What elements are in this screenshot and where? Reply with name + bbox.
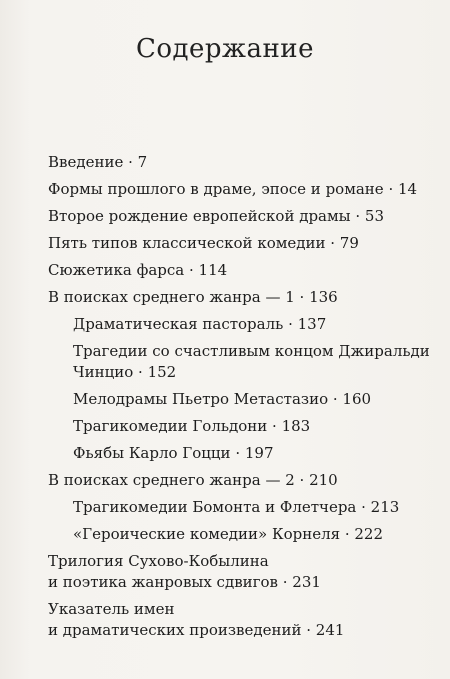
toc-entry-five-types: Пять типов классической комедии · 79 <box>48 234 359 252</box>
toc-entry-index: Указатель имен <box>48 600 175 618</box>
toc-entry-goldoni: Трагикомедии Гольдони · 183 <box>73 417 311 435</box>
toc-entry-corneille: «Героические комедии» Корнеля · 222 <box>73 525 383 543</box>
toc-entry-forms-of-past: Формы прошлого в драме, эпосе и романе · 14 <box>48 180 418 198</box>
toc-entry-index-cont: и драматических произведений · 241 <box>48 621 345 639</box>
toc-entry-second-birth: Второе рождение европейской драмы · 53 <box>48 207 384 225</box>
toc-entry-sukhovo-kobylin: Трилогия Сухово-Кобылина <box>48 552 269 570</box>
toc-entry-pastoral: Драматическая пастораль · 137 <box>73 315 327 333</box>
toc-entry-giraldi-tragedies: Трагедии со счастливым концом Джиральди <box>73 342 430 360</box>
toc-entry-middle-genre-1: В поисках среднего жанра — 1 · 136 <box>48 288 338 306</box>
toc-entry-introduction: Введение · 7 <box>48 153 148 171</box>
toc-entry-giraldi-tragedies-cont: Чинцио · 152 <box>73 363 177 381</box>
page-title: Содержание <box>135 34 315 64</box>
toc-entry-metastasio: Мелодрамы Пьетро Метастазио · 160 <box>73 390 372 408</box>
toc-entry-beaumont-fletcher: Трагикомедии Бомонта и Флетчера · 213 <box>73 498 400 516</box>
toc-entry-sukhovo-kobylin-cont: и поэтика жанровых сдвигов · 231 <box>48 573 321 591</box>
toc-entry-farce: Сюжетика фарса · 114 <box>48 261 228 279</box>
toc-entry-gozzi: Фьябы Карло Гоцци · 197 <box>73 444 274 462</box>
toc-entry-middle-genre-2: В поисках среднего жанра — 2 · 210 <box>48 471 338 489</box>
